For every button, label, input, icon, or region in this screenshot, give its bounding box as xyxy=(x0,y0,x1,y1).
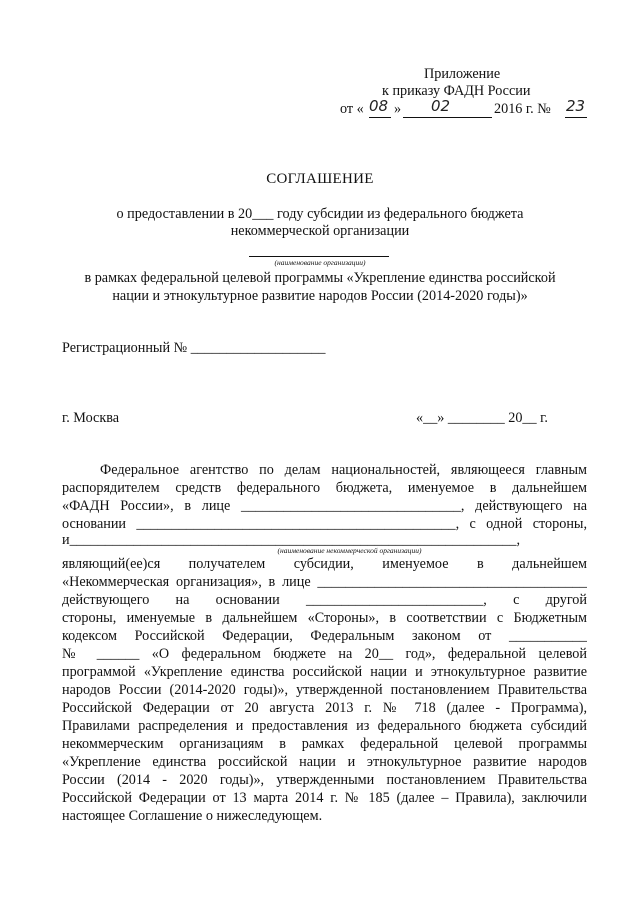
order-year-number: 2016 г. № xyxy=(494,101,551,117)
handwritten-month: 02 xyxy=(431,97,451,115)
body-line: Российской Федерации от 20 августа 2013 г. № 718 (далее - Программа), xyxy=(62,700,587,716)
agreement-body xyxy=(62,461,587,825)
month-underline xyxy=(403,117,492,118)
body-line: программой «Укрепление единства российской нации и этнокультурное развитие xyxy=(62,664,587,680)
organization-caption: (наименование организации) xyxy=(274,258,366,267)
appendix-label: Приложение xyxy=(424,66,501,82)
order-date-line xyxy=(340,101,364,117)
body-line: Российской Федерации от 13 марта 2014 г. № 185 (далее – Правила), заключили xyxy=(62,790,587,806)
body-line: «ФАДН России», в лице _______________________________, действующего на xyxy=(62,498,587,514)
body-line: «Некоммерческая организация», в лице ______________________________________ xyxy=(62,574,587,590)
order-date-prefix: от « xyxy=(340,101,364,117)
organization-name-line xyxy=(249,256,389,257)
body-line: Правилами распределения и предоставления из федерального бюджета субсидий xyxy=(62,718,587,734)
subtitle-line-2: некоммерческой организации xyxy=(230,223,410,239)
body-line: настоящее Соглашение о нижеследующем. xyxy=(62,808,323,824)
body-line: «Укрепление единства российской нации и этнокультурное развитие народов xyxy=(62,754,587,770)
registration-number: Регистрационный № ___________________ xyxy=(62,340,326,356)
handwritten-day: 08 xyxy=(369,97,389,115)
body-line: № ______ «О федеральном бюджете на 20__ год», федеральной целевой xyxy=(62,646,587,662)
program-line-2: нации и этнокультурное развитие народов России (2014-2020 годы)» xyxy=(112,288,528,304)
body-line: Федеральное агентство по делам национальностей, являющееся главным xyxy=(100,462,587,478)
body-line: народов России (2014-2020 годы)», утвержденной постановлением Правительства xyxy=(62,682,587,698)
body-line: распорядителем средств федерального бюджета, именуемое в дальнейшем xyxy=(62,480,587,496)
body-line: кодексом Российской Федерации, Федеральным законом от ___________ xyxy=(62,628,587,644)
number-underline xyxy=(565,117,587,118)
body-line: стороны, именуемые в дальнейшем «Стороны», в соответствии с Бюджетным xyxy=(62,610,587,626)
body-line: действующего на основании _________________________, с другой xyxy=(62,592,587,608)
document-title: СОГЛАШЕНИЕ xyxy=(266,171,374,187)
body-line: некоммерческим организациям в рамках федеральной целевой программы xyxy=(62,736,587,752)
handwritten-number: 23 xyxy=(566,97,586,115)
order-date-quote: » xyxy=(394,101,402,117)
subtitle-line-1: о предоставлении в 20___ году субсидии из федерального бюджета xyxy=(116,206,524,222)
body-line: являющий(ее)ся получателем субсидии, именуемое в дальнейшем xyxy=(62,556,587,572)
order-reference: к приказу ФАДН России xyxy=(382,83,531,99)
body-line: России (2014 - 2020 годы)», утвержденными постановлением Правительства xyxy=(62,772,587,788)
city-label: г. Москва xyxy=(62,410,120,426)
body-line: основании _____________________________________________, с одной стороны, xyxy=(62,516,587,532)
nko-name-caption: (наименование некоммерческой организации) xyxy=(277,546,422,555)
program-line-1: в рамках федеральной целевой программы «Укрепление единства российской xyxy=(84,270,556,286)
body-line: и_______________________________________________________________, xyxy=(62,533,521,547)
agreement-date-blank: «__» ________ 20__ г. xyxy=(416,410,548,426)
day-underline xyxy=(369,117,391,118)
